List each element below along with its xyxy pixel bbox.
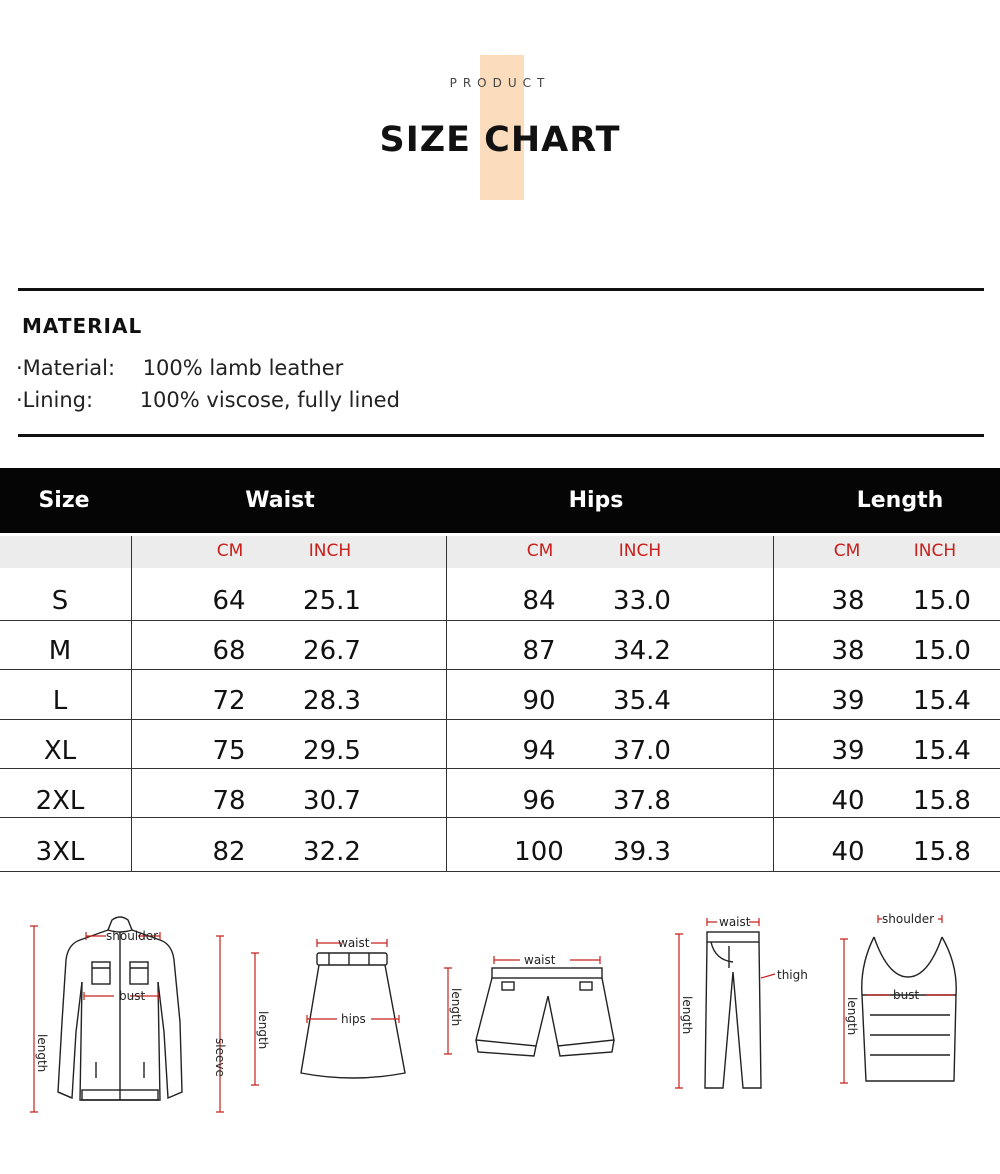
material-label: ·Material: — [16, 356, 116, 380]
cell-waist-cm: 64 — [212, 586, 246, 616]
tank-shoulder-label: shoulder — [882, 912, 935, 926]
cell-hips-cm: 84 — [522, 586, 556, 616]
pants-length-label: length — [680, 996, 694, 1035]
lining-line — [16, 388, 400, 412]
col-divider — [131, 536, 132, 871]
cell-size: M — [48, 636, 72, 666]
col-divider — [773, 536, 774, 871]
cell-hips-inch: 34.2 — [613, 636, 671, 666]
shorts-waist-label: waist — [524, 953, 556, 967]
row-divider — [0, 817, 1000, 818]
cell-hips-cm: 96 — [522, 786, 556, 816]
tank-bust-label: bust — [893, 988, 920, 1002]
unit-waist-cm: CM — [216, 541, 244, 561]
cell-size: XL — [43, 736, 77, 766]
divider-top — [18, 288, 984, 291]
cell-waist-inch: 29.5 — [303, 736, 361, 766]
material-value: 100% lamb leather — [142, 356, 344, 380]
cell-waist-inch: 28.3 — [303, 686, 361, 716]
cell-length-inch: 15.8 — [913, 837, 971, 867]
cell-length-inch: 15.4 — [913, 686, 971, 716]
cell-length-inch: 15.4 — [913, 736, 971, 766]
cell-waist-inch: 26.7 — [303, 636, 361, 666]
lining-value: 100% viscose, fully lined — [139, 388, 400, 412]
cell-waist-inch: 32.2 — [303, 837, 361, 867]
unit-length-cm: CM — [833, 541, 861, 561]
cell-waist-cm: 72 — [212, 686, 246, 716]
row-divider — [0, 871, 1000, 872]
cell-length-cm: 38 — [831, 636, 865, 666]
cell-size: S — [51, 586, 69, 616]
page-title: SIZE CHART — [379, 120, 621, 160]
cell-length-inch: 15.8 — [913, 786, 971, 816]
cell-hips-inch: 35.4 — [613, 686, 671, 716]
cell-hips-inch: 33.0 — [613, 586, 671, 616]
cell-hips-inch: 37.8 — [613, 786, 671, 816]
skirt-diagram — [245, 935, 425, 1095]
cell-size: 3XL — [35, 837, 85, 867]
cell-hips-inch: 37.0 — [613, 736, 671, 766]
row-divider — [0, 669, 1000, 670]
tank-diagram — [830, 905, 995, 1090]
cell-waist-cm: 78 — [212, 786, 246, 816]
shorts-length-label: length — [449, 988, 463, 1027]
skirt-waist-label: waist — [338, 936, 370, 950]
cell-length-cm: 40 — [831, 786, 865, 816]
cell-hips-cm: 87 — [522, 636, 556, 666]
header-length: Length — [856, 488, 944, 513]
jacket-sleeve-label: sleeve — [213, 1038, 227, 1077]
row-divider — [0, 768, 1000, 769]
cell-hips-cm: 100 — [514, 837, 564, 867]
cell-waist-cm: 68 — [212, 636, 246, 666]
header-size: Size — [38, 488, 90, 513]
cell-length-cm: 39 — [831, 686, 865, 716]
cell-size: 2XL — [35, 786, 85, 816]
row-divider — [0, 620, 1000, 621]
header-hips: Hips — [568, 488, 624, 513]
row-divider — [0, 719, 1000, 720]
jacket-bust-label: bust — [119, 989, 146, 1003]
pants-diagram — [665, 912, 825, 1097]
cell-length-cm: 39 — [831, 736, 865, 766]
cell-waist-inch: 30.7 — [303, 786, 361, 816]
unit-waist-inch: INCH — [308, 541, 352, 561]
cell-size: L — [52, 686, 68, 716]
cell-length-inch: 15.0 — [913, 586, 971, 616]
jacket-shoulder-label: shoulder — [106, 929, 159, 943]
cell-length-cm: 40 — [831, 837, 865, 867]
cell-waist-inch: 25.1 — [303, 586, 361, 616]
cell-waist-cm: 75 — [212, 736, 246, 766]
cell-length-cm: 38 — [831, 586, 865, 616]
shorts-diagram — [440, 948, 630, 1068]
jacket-diagram — [20, 912, 240, 1117]
unit-length-inch: INCH — [913, 541, 957, 561]
pants-thigh-label: thigh — [777, 968, 808, 982]
skirt-length-label: length — [256, 1011, 270, 1050]
jacket-length-label: length — [35, 1034, 49, 1073]
lining-label: ·Lining: — [16, 388, 94, 412]
tank-length-label: length — [845, 997, 859, 1036]
unit-hips-inch: INCH — [618, 541, 662, 561]
pants-waist-label: waist — [719, 915, 751, 929]
material-heading: MATERIAL — [22, 314, 143, 338]
col-divider — [446, 536, 447, 871]
kicker-text: PRODUCT — [449, 76, 551, 90]
header-waist: Waist — [245, 488, 315, 513]
cell-hips-cm: 90 — [522, 686, 556, 716]
cell-length-inch: 15.0 — [913, 636, 971, 666]
cell-hips-inch: 39.3 — [613, 837, 671, 867]
divider-bottom — [18, 434, 984, 437]
cell-hips-cm: 94 — [522, 736, 556, 766]
skirt-hips-label: hips — [341, 1012, 366, 1026]
cell-waist-cm: 82 — [212, 837, 246, 867]
material-line — [16, 356, 343, 380]
unit-hips-cm: CM — [526, 541, 554, 561]
